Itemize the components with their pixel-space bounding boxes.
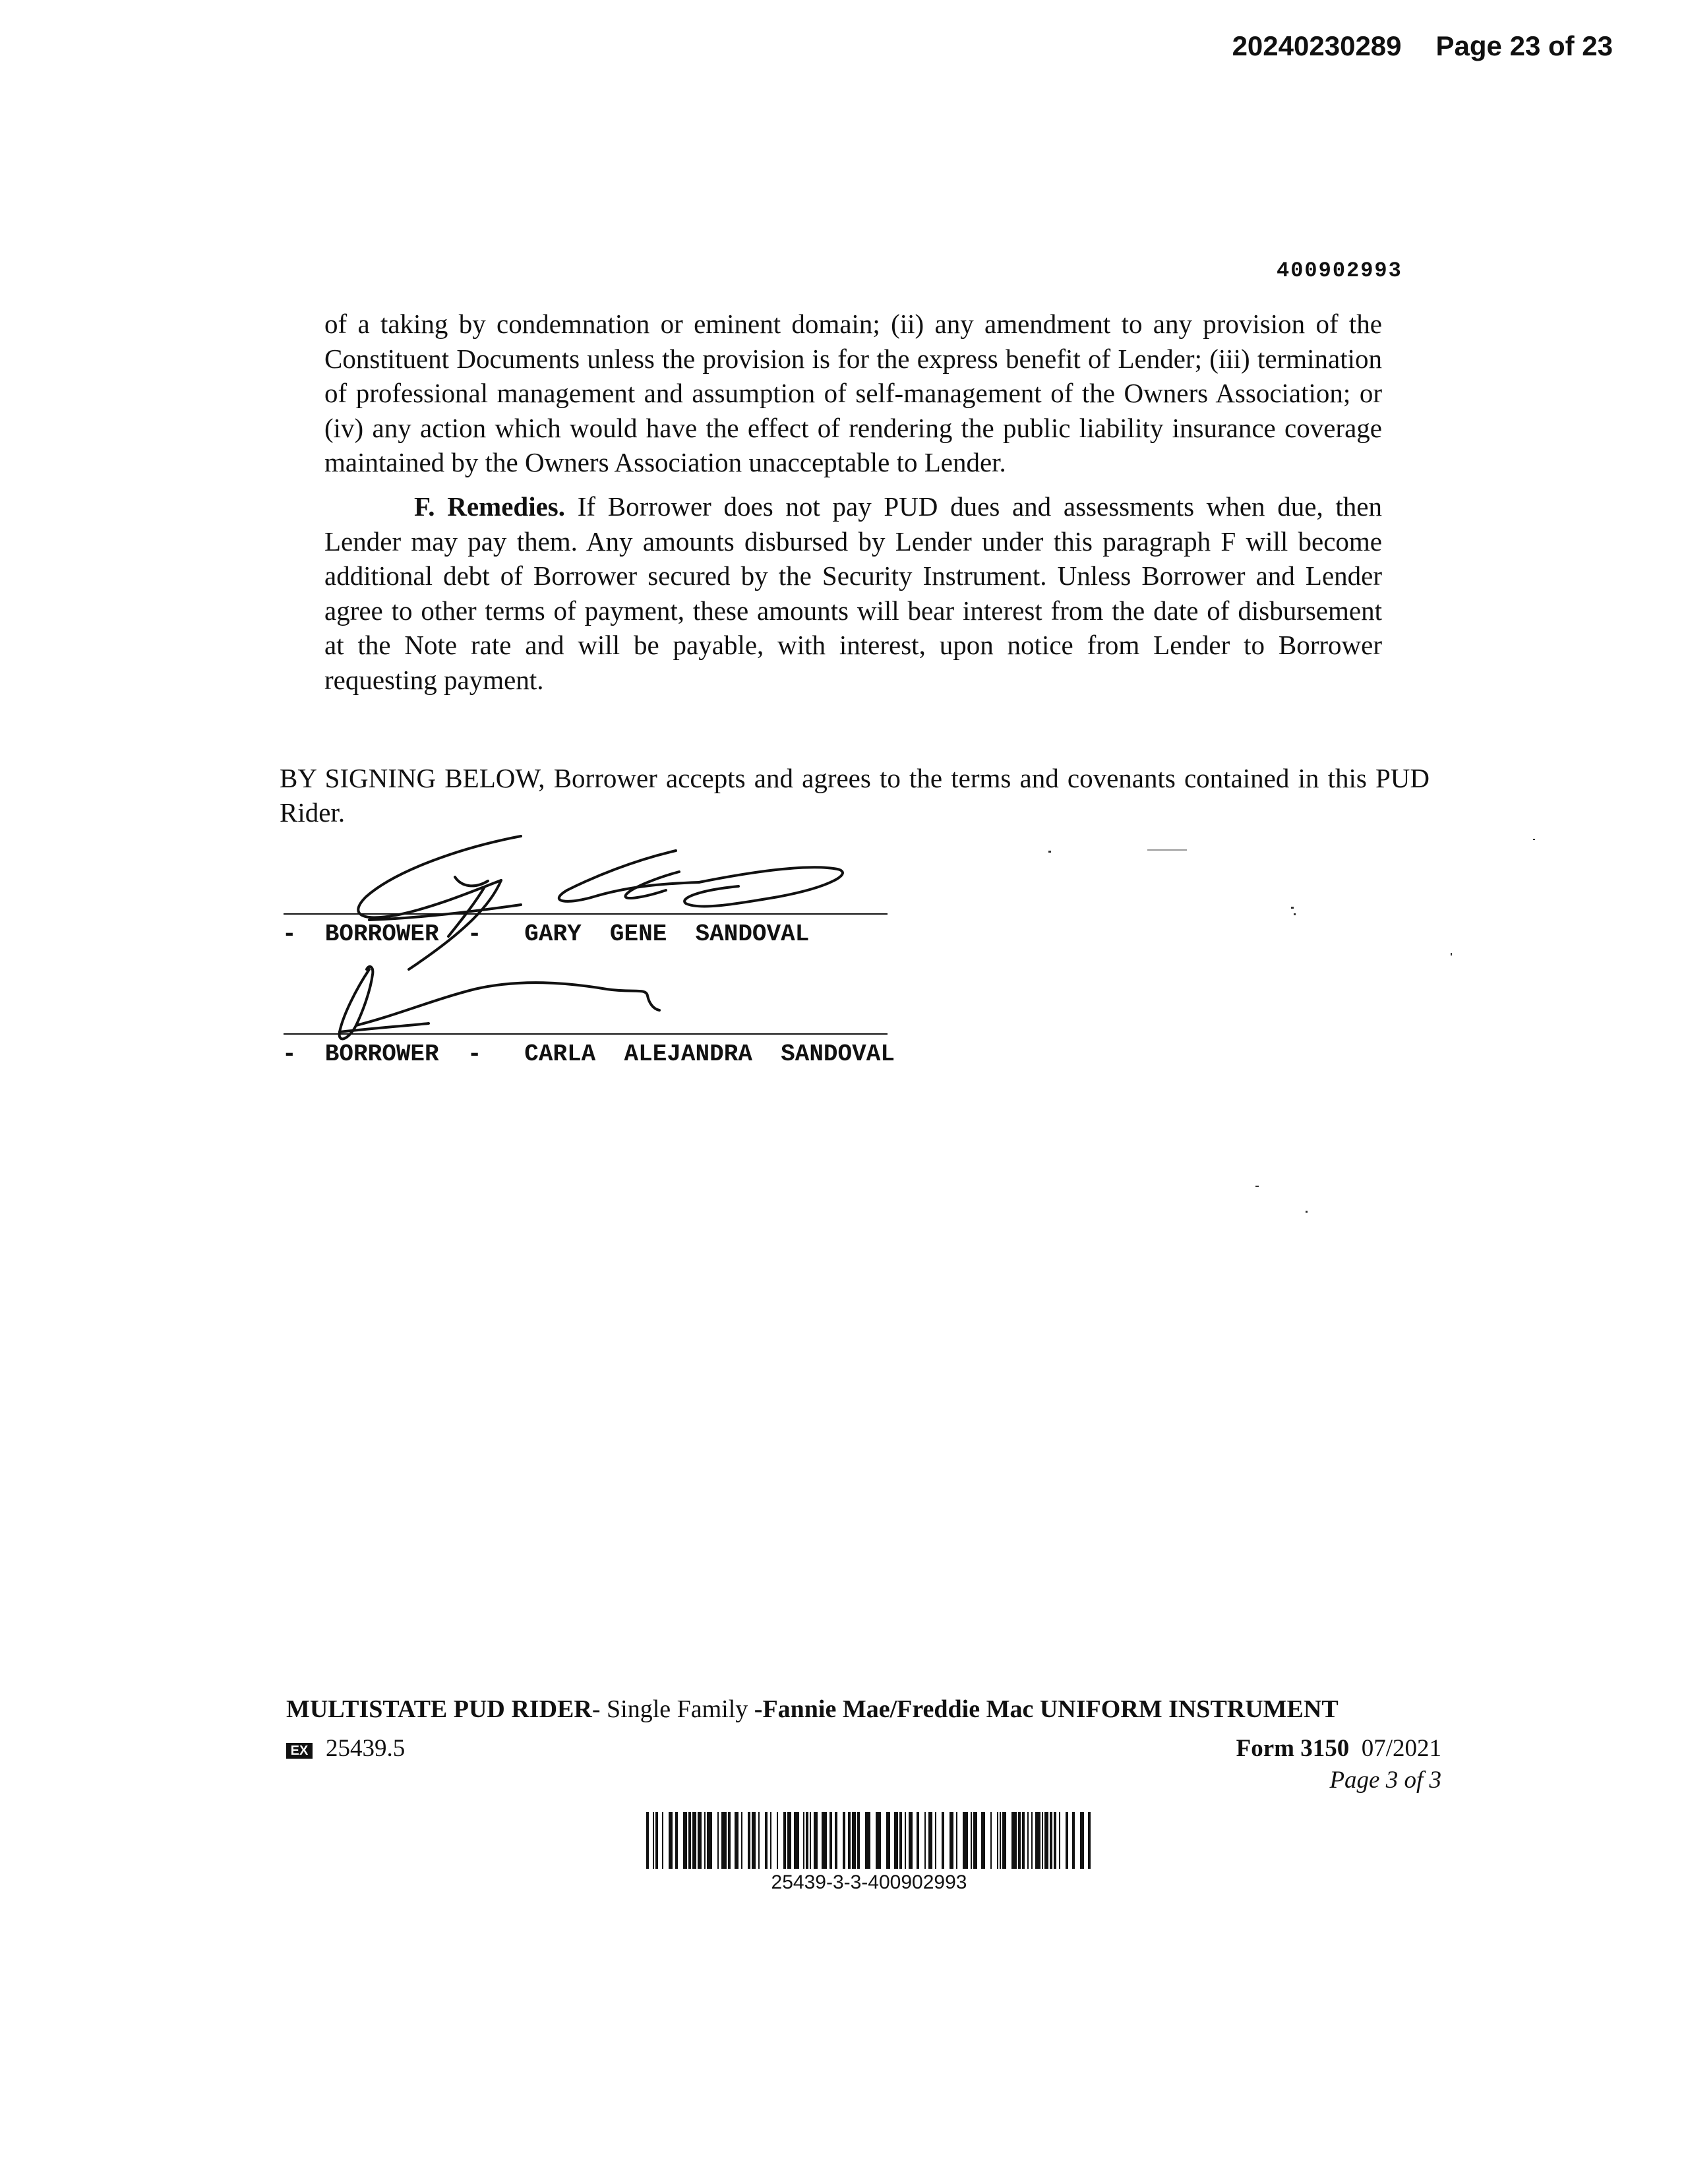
- barcode-bar: [1072, 1812, 1075, 1869]
- remedies-heading: F. Remedies.: [414, 491, 565, 522]
- barcode-bar: [822, 1812, 827, 1869]
- barcode-bar: [942, 1812, 944, 1869]
- barcode-bar: [905, 1812, 906, 1869]
- scan-speck: [1451, 953, 1452, 956]
- barcode-bar: [1000, 1812, 1001, 1869]
- barcode-bar: [963, 1812, 968, 1869]
- barcode-bar: [928, 1812, 932, 1869]
- barcode-bar: [675, 1812, 678, 1869]
- signature-carla-alejandra-sandoval: [340, 967, 659, 1039]
- barcode-bar: [692, 1812, 696, 1869]
- barcode-bar: [848, 1812, 851, 1869]
- barcode-bar: [717, 1812, 719, 1869]
- loan-number: 400902993: [1277, 258, 1402, 283]
- barcode-bar: [917, 1812, 919, 1869]
- scan-speck: [1147, 849, 1187, 851]
- signature-gary-gene-sandoval: [358, 836, 843, 969]
- form-page-of: Page 3 of 3: [1329, 1767, 1441, 1794]
- barcode-bar: [886, 1812, 890, 1869]
- borrower-label-1: - BORROWER - GARY GENE SANDOVAL: [282, 921, 810, 948]
- barcode-bar: [752, 1812, 756, 1869]
- barcode-bar: [1050, 1812, 1052, 1869]
- barcode-bar: [971, 1812, 972, 1869]
- form-title-part-2: - Single Family: [591, 1695, 754, 1723]
- barcode-bar: [758, 1812, 760, 1869]
- form-number: [1236, 1734, 1441, 1763]
- barcode-bar: [748, 1812, 750, 1869]
- barcode-bar: [909, 1812, 913, 1869]
- barcode-bar: [973, 1812, 977, 1869]
- barcode-bar: [990, 1812, 992, 1869]
- barcode-bar: [835, 1812, 837, 1869]
- barcode-bar: [1054, 1812, 1056, 1869]
- document-number: 20240230289: [1232, 30, 1402, 61]
- barcode-text: 25439-3-3-400902993: [771, 1871, 967, 1893]
- barcode-bar: [803, 1812, 804, 1869]
- scan-speck: [1048, 851, 1051, 853]
- barcode-bar: [1088, 1812, 1091, 1869]
- signing-statement: BY SIGNING BELOW, Borrower accepts and agrees to the terms and covenants contained in this PUD Rider.: [280, 763, 1430, 828]
- barcode-bar: [1018, 1812, 1021, 1869]
- barcode-bar: [688, 1812, 691, 1869]
- form-date: 07/2021: [1361, 1735, 1441, 1762]
- ex-badge-icon: EX: [286, 1743, 313, 1759]
- barcode-bar: [997, 1812, 998, 1869]
- form-title-part-3: -Fannie Mae/Freddie Mac UNIFORM INSTRUMENT: [754, 1695, 1339, 1723]
- barcode-bar: [794, 1812, 799, 1869]
- barcode-bar: [655, 1812, 658, 1869]
- page-label: Page 23 of 23: [1435, 30, 1613, 61]
- barcode-bar: [806, 1812, 808, 1869]
- barcode-bar: [698, 1812, 702, 1869]
- barcode-bar: [899, 1812, 902, 1869]
- barcode-bar: [814, 1812, 818, 1869]
- barcode-bar: [852, 1812, 856, 1869]
- form-label: Form 3150: [1236, 1735, 1350, 1762]
- barcode-bar: [1022, 1812, 1025, 1869]
- barcode-bar: [728, 1812, 731, 1869]
- barcode-graphic: [646, 1812, 1092, 1869]
- barcode-bar: [924, 1812, 926, 1869]
- barcode-bar: [857, 1812, 860, 1869]
- barcode-bar: [1044, 1812, 1048, 1869]
- barcode-bar: [956, 1812, 957, 1869]
- paragraph-conditions: of a taking by condemnation or eminent domain; (ii) any amendment to any provision of the Constituent Documents unless the provision is for the express benefit of Lender; (iii) termination of professional management and assumption of self-management of the Owners Association; or (iv) any action which would have the effect of rendering the public liability insurance coverage maintained by the Owners Association unacceptable to Lender.: [324, 309, 1382, 477]
- barcode-bar: [1066, 1812, 1068, 1869]
- barcode-bar: [770, 1812, 771, 1869]
- barcode-bar: [721, 1812, 727, 1869]
- remedies-text: If Borrower does not pay PUD dues and assessments when due, then Lender may pay them. Any amounts disbursed by Lender under this paragraph F will become additional debt of Borrower secured by the Security Instrument. Unless Borrower and Lender agree to other terms of payment, these amounts will bear interest from the date of disbursement at the Note rate and will be payable, with interest, upon notice from Lender to Borrower requesting payment.: [324, 491, 1382, 695]
- form-doc-code: [286, 1734, 405, 1763]
- scan-speck: [1306, 1211, 1308, 1213]
- barcode-bar: [646, 1812, 649, 1869]
- scan-speck: [1533, 839, 1535, 840]
- barcode-bar: [1027, 1812, 1029, 1869]
- scan-speck: [1294, 913, 1296, 915]
- barcode-bar: [935, 1812, 936, 1869]
- barcode-bar: [1031, 1812, 1033, 1869]
- scan-speck: [1291, 907, 1294, 909]
- scan-speck: [1255, 1186, 1259, 1187]
- barcode-bar: [653, 1812, 654, 1869]
- barcode-bar: [894, 1812, 898, 1869]
- barcode-bar: [707, 1812, 712, 1869]
- barcode-bar: [783, 1812, 786, 1869]
- barcode-bar: [683, 1812, 687, 1869]
- barcode-bar: [981, 1812, 985, 1869]
- barcode-bar: [1002, 1812, 1006, 1869]
- barcode-bar: [765, 1812, 768, 1869]
- barcode-bar: [1059, 1812, 1060, 1869]
- barcode-bar: [777, 1812, 778, 1869]
- borrower-label-2: - BORROWER - CARLA ALEJANDRA SANDOVAL: [282, 1041, 895, 1068]
- barcode-bar: [1011, 1812, 1017, 1869]
- barcode-bar: [704, 1812, 706, 1869]
- barcode-bar: [662, 1812, 663, 1869]
- barcode-bar: [735, 1812, 738, 1869]
- barcode-bar: [1080, 1812, 1084, 1869]
- barcode-bar: [843, 1812, 845, 1869]
- barcode-bar: [829, 1812, 832, 1869]
- barcode-bar: [950, 1812, 953, 1869]
- doc-code: 25439.5: [326, 1735, 406, 1762]
- barcode-bar: [669, 1812, 673, 1869]
- barcode-bar: [1042, 1812, 1043, 1869]
- barcode-bar: [876, 1812, 881, 1869]
- form-title: [286, 1695, 1339, 1724]
- form-title-part-1: MULTISTATE PUD RIDER: [286, 1695, 592, 1723]
- barcode-bar: [1035, 1812, 1040, 1869]
- barcode-bar: [865, 1812, 870, 1869]
- barcode-bar: [810, 1812, 811, 1869]
- barcode-bar: [741, 1812, 742, 1869]
- barcode-bar: [787, 1812, 791, 1869]
